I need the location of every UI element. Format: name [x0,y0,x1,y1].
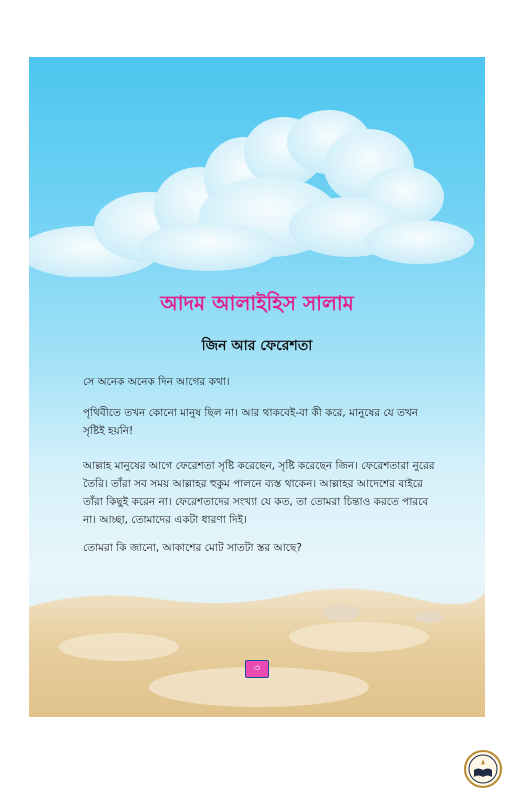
paragraph: পৃথিবীতে তখন কোনো মানুষ ছিল না। আর থাকবেই-বা কী করে, মানুষের যে তখন সৃষ্টিই হয়নি! [83,407,419,437]
paragraph: সে অনেক অনেক দিন আগের কথা। [83,376,230,388]
paragraph: আল্লাহ মানুষের আগে ফেরেশতা সৃষ্টি করেছেন, সৃষ্টি করেছেন জিন। ফেরেশতারা নুরের তৈরি। তাঁরা সব সময় আল্লাহর হুকুম পালনে ব্যস্ত থাকেন। আল্লাহর আদেশের বাইরে তাঁরা কিছুই করেন না। ফেরেশতাদের সংখ্যা যে কত, তা তোমরা চিন্তাও করতে পারবে না। আচ্ছা, তোমাদের একটা ধারণা দিই। [83,460,435,526]
desert-ground-illustration [29,577,485,717]
page-number: ৩ [245,660,269,678]
chapter-title: আদম আলাইহিস সালাম [160,291,354,315]
clouds-illustration [29,57,485,277]
paragraph: তোমরা কি জানো, আকাশের মোট সাতটা স্তর আছে? [83,542,302,554]
book-page [29,57,485,717]
section-subtitle: জিন আর ফেরেশতা [201,338,313,354]
book-seal-icon [463,749,503,789]
